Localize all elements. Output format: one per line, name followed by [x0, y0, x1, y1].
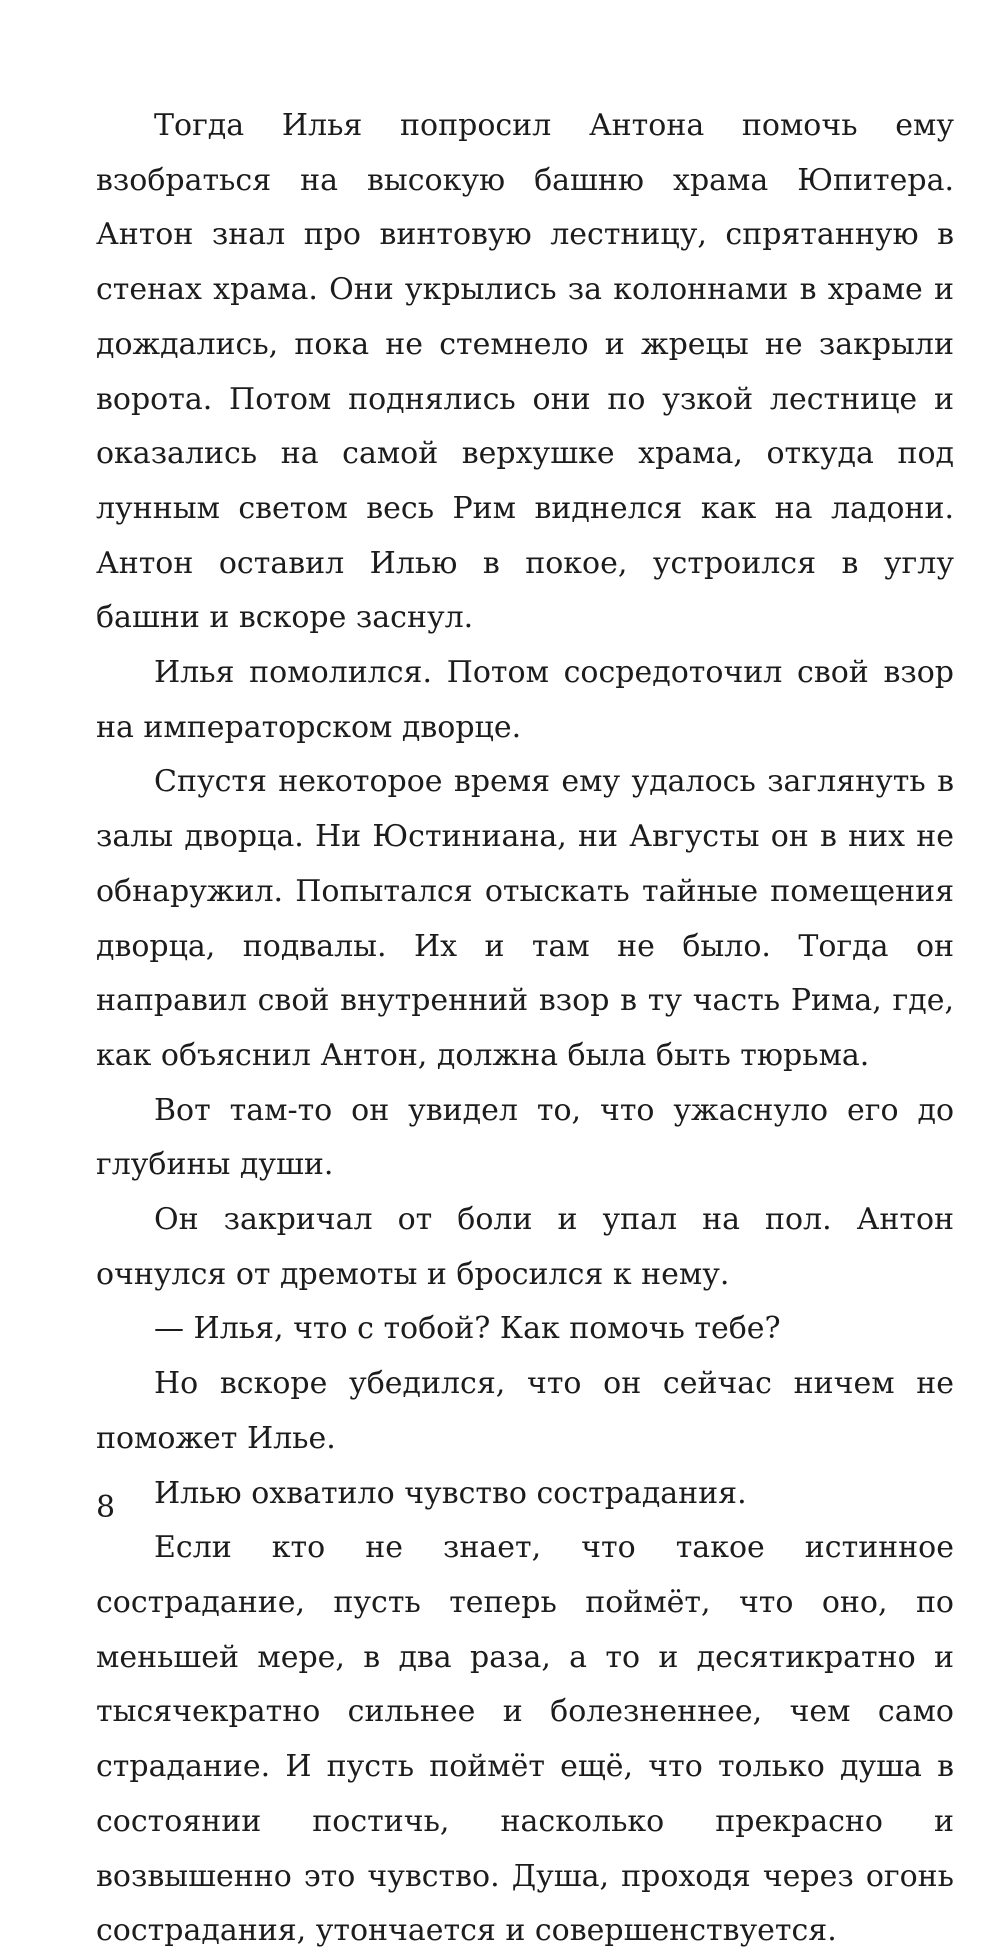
paragraph: Он закричал от боли и упал на пол. Антон очнулся от дремоты и бросился к нему. — [96, 1202, 954, 1292]
paragraph: Если кто не знает, что такое истинное сострадание, пусть теперь поймёт, что оно, по меньшей мере, в два раза, а то и десятикратно и тысячекратно сильнее и болезненнее, чем само страдание. И пусть поймёт ещё, что только душа в состоянии постичь, насколько прекрасно и возвышенно это чувство. Душа, проходя через огонь сострадания, утончается и совершенствуется. — [96, 1530, 954, 1949]
body-text — [96, 99, 954, 1959]
paragraph: Но вскоре убедился, что он сейчас ничем не поможет Илье. — [96, 1366, 954, 1456]
dialogue-line: — Илья, что с тобой? Как помочь тебе? — [154, 1311, 781, 1347]
paragraph: Илья помолился. Потом сосредоточил свой взор на императорском дворце. — [96, 655, 954, 745]
paragraph: Вот там-то он увидел то, что ужаснуло его до глубины души. — [96, 1092, 954, 1183]
page-number: 8 — [96, 1490, 116, 1525]
paragraph: Тогда Илья попросил Антона помочь ему взобраться на высокую башню храма Юпитера. Антон знал про винтовую лестницу, спрятанную в стенах храма. Они укрылись за колоннами в храме и дождались, пока не стемнело и жрецы не закрыли ворота. Потом поднялись они по узкой лестнице и оказались на самой верхушке храма, откуда под лунным светом весь Рим виднелся как на ладони. Антон оставил Илью в покое, устроился в углу башни и вскоре заснул. — [96, 108, 954, 636]
paragraph: Спустя некоторое время ему удалось заглянуть в залы дворца. Ни Юстиниана, ни Августы он в них не обнаружил. Попытался отыскать тайные помещения дворца, подвалы. Их и там не было. Тогда он направил свой внутренний взор в ту часть Рима, где, как объяснил Антон, должна была быть тюрьма. — [96, 764, 954, 1073]
paragraph: Илью охватило чувство сострадания. — [154, 1475, 747, 1511]
